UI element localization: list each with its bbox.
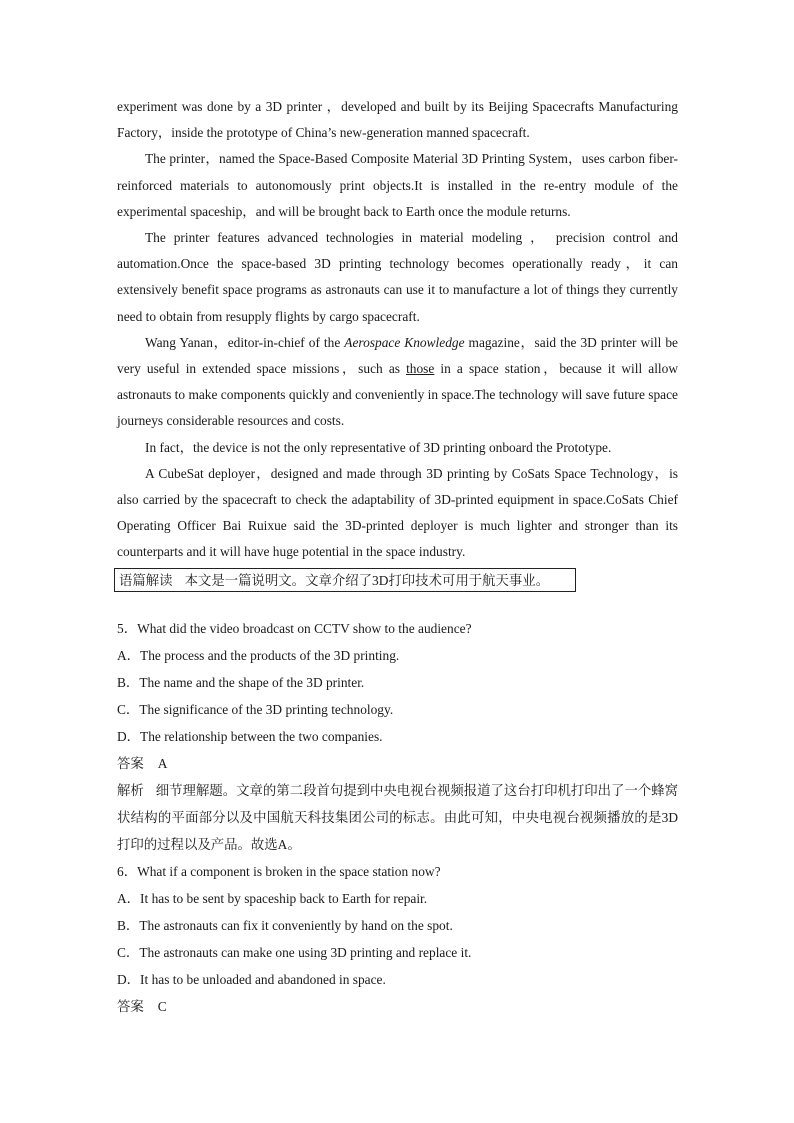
questions-section	[117, 615, 678, 1020]
document-page	[117, 94, 678, 1020]
answer-value: A	[157, 755, 168, 771]
question-5-option-b: B．The name and the shape of the 3D printer.	[117, 674, 365, 690]
question-5-option-d: D．The relationship between the two companies.	[117, 728, 383, 744]
passage-paragraph-3: The printer features advanced technologies in material modeling ， precision control and automation.Once the space-based 3D printing technology becomes operationally ready，it can extensively benefit space programs as astronauts can use it to manufacture a lot of things they currently need to obtain from resupply flights by cargo spacecraft.	[117, 230, 678, 324]
question-5-stem: 5．What did the video broadcast on CCTV show to the audience?	[117, 620, 472, 636]
answer-value: C	[157, 998, 167, 1014]
question-6-stem: 6．What if a component is broken in the space station now?	[117, 863, 441, 879]
magazine-title: Aerospace Knowledge	[344, 334, 465, 350]
passage-paragraph-4	[117, 330, 678, 435]
passage-paragraph-6: A CubeSat deployer，designed and made through 3D printing by CoSats Space Technology，is also carried by the spacecraft to check the adaptability of 3D-printed equipment in space.CoSats Chief Operating Officer Bai Ruixue said the 3D-printed deployer is much lighter and stronger than its counterparts and it will have huge potential in the space industry.	[117, 465, 678, 560]
summary-box	[114, 568, 576, 592]
passage-paragraph-2: The printer，named the Space-Based Composite Material 3D Printing System，uses carbon fiber-reinforced materials to autonomously print objects.It is installed in the re-entry module of the experimental spaceship，and will be brought back to Earth once the module returns.	[117, 151, 678, 219]
passage-paragraph-5: In fact，the device is not the only representative of 3D printing onboard the Prototype.	[145, 439, 612, 455]
question-6-answer	[117, 993, 678, 1020]
underlined-word-those: those	[406, 361, 435, 377]
passage-paragraph-1: experiment was done by a 3D printer ，developed and built by its Beijing Spacecrafts Manufacturing Factory，inside the prototype of China’s new-generation manned spacecraft.	[117, 99, 678, 141]
question-6-option-d: D．It has to be unloaded and abandoned in space.	[117, 971, 386, 987]
question-6-option-b: B．The astronauts can fix it conveniently by hand on the spot.	[117, 917, 453, 933]
question-5-answer	[117, 750, 678, 777]
question-6-option-c: C．The astronauts can make one using 3D printing and replace it.	[117, 944, 472, 960]
analysis-text: 细节理解题。文章的第二段首句提到中央电视台视频报道了这台打印机打印出了一个蜂窝状结构的平面部分以及中国航天科技集团公司的标志。由此可知，中央电视台视频播放的是3D打印的过程以及产品。故选A。	[117, 782, 679, 852]
question-5-option-a: A．The process and the products of the 3D printing.	[117, 647, 400, 663]
paragraph-4-part-b: magazine，said the 3D printer will be very useful in extended space missions，such as	[117, 334, 678, 377]
question-6-option-a: A．It has to be sent by spaceship back to Earth for repair.	[117, 890, 428, 906]
answer-label: 答案	[117, 755, 144, 771]
paragraph-4-part-c: in a space station，because it will allow astronauts to make components quickly and conveniently in space.The technology will save future space journeys considerable resources and costs.	[117, 361, 678, 429]
analysis-label: 解析	[117, 782, 144, 798]
question-5-analysis	[117, 777, 678, 858]
summary-label: 语篇解读	[119, 573, 173, 589]
paragraph-4-part-a: Wang Yanan，editor-in-chief of the	[145, 334, 345, 350]
answer-label: 答案	[117, 998, 144, 1014]
question-5-option-c: C．The significance of the 3D printing technology.	[117, 701, 394, 717]
summary-text: 本文是一篇说明文。文章介绍了3D打印技术可用于航天事业。	[184, 573, 550, 589]
